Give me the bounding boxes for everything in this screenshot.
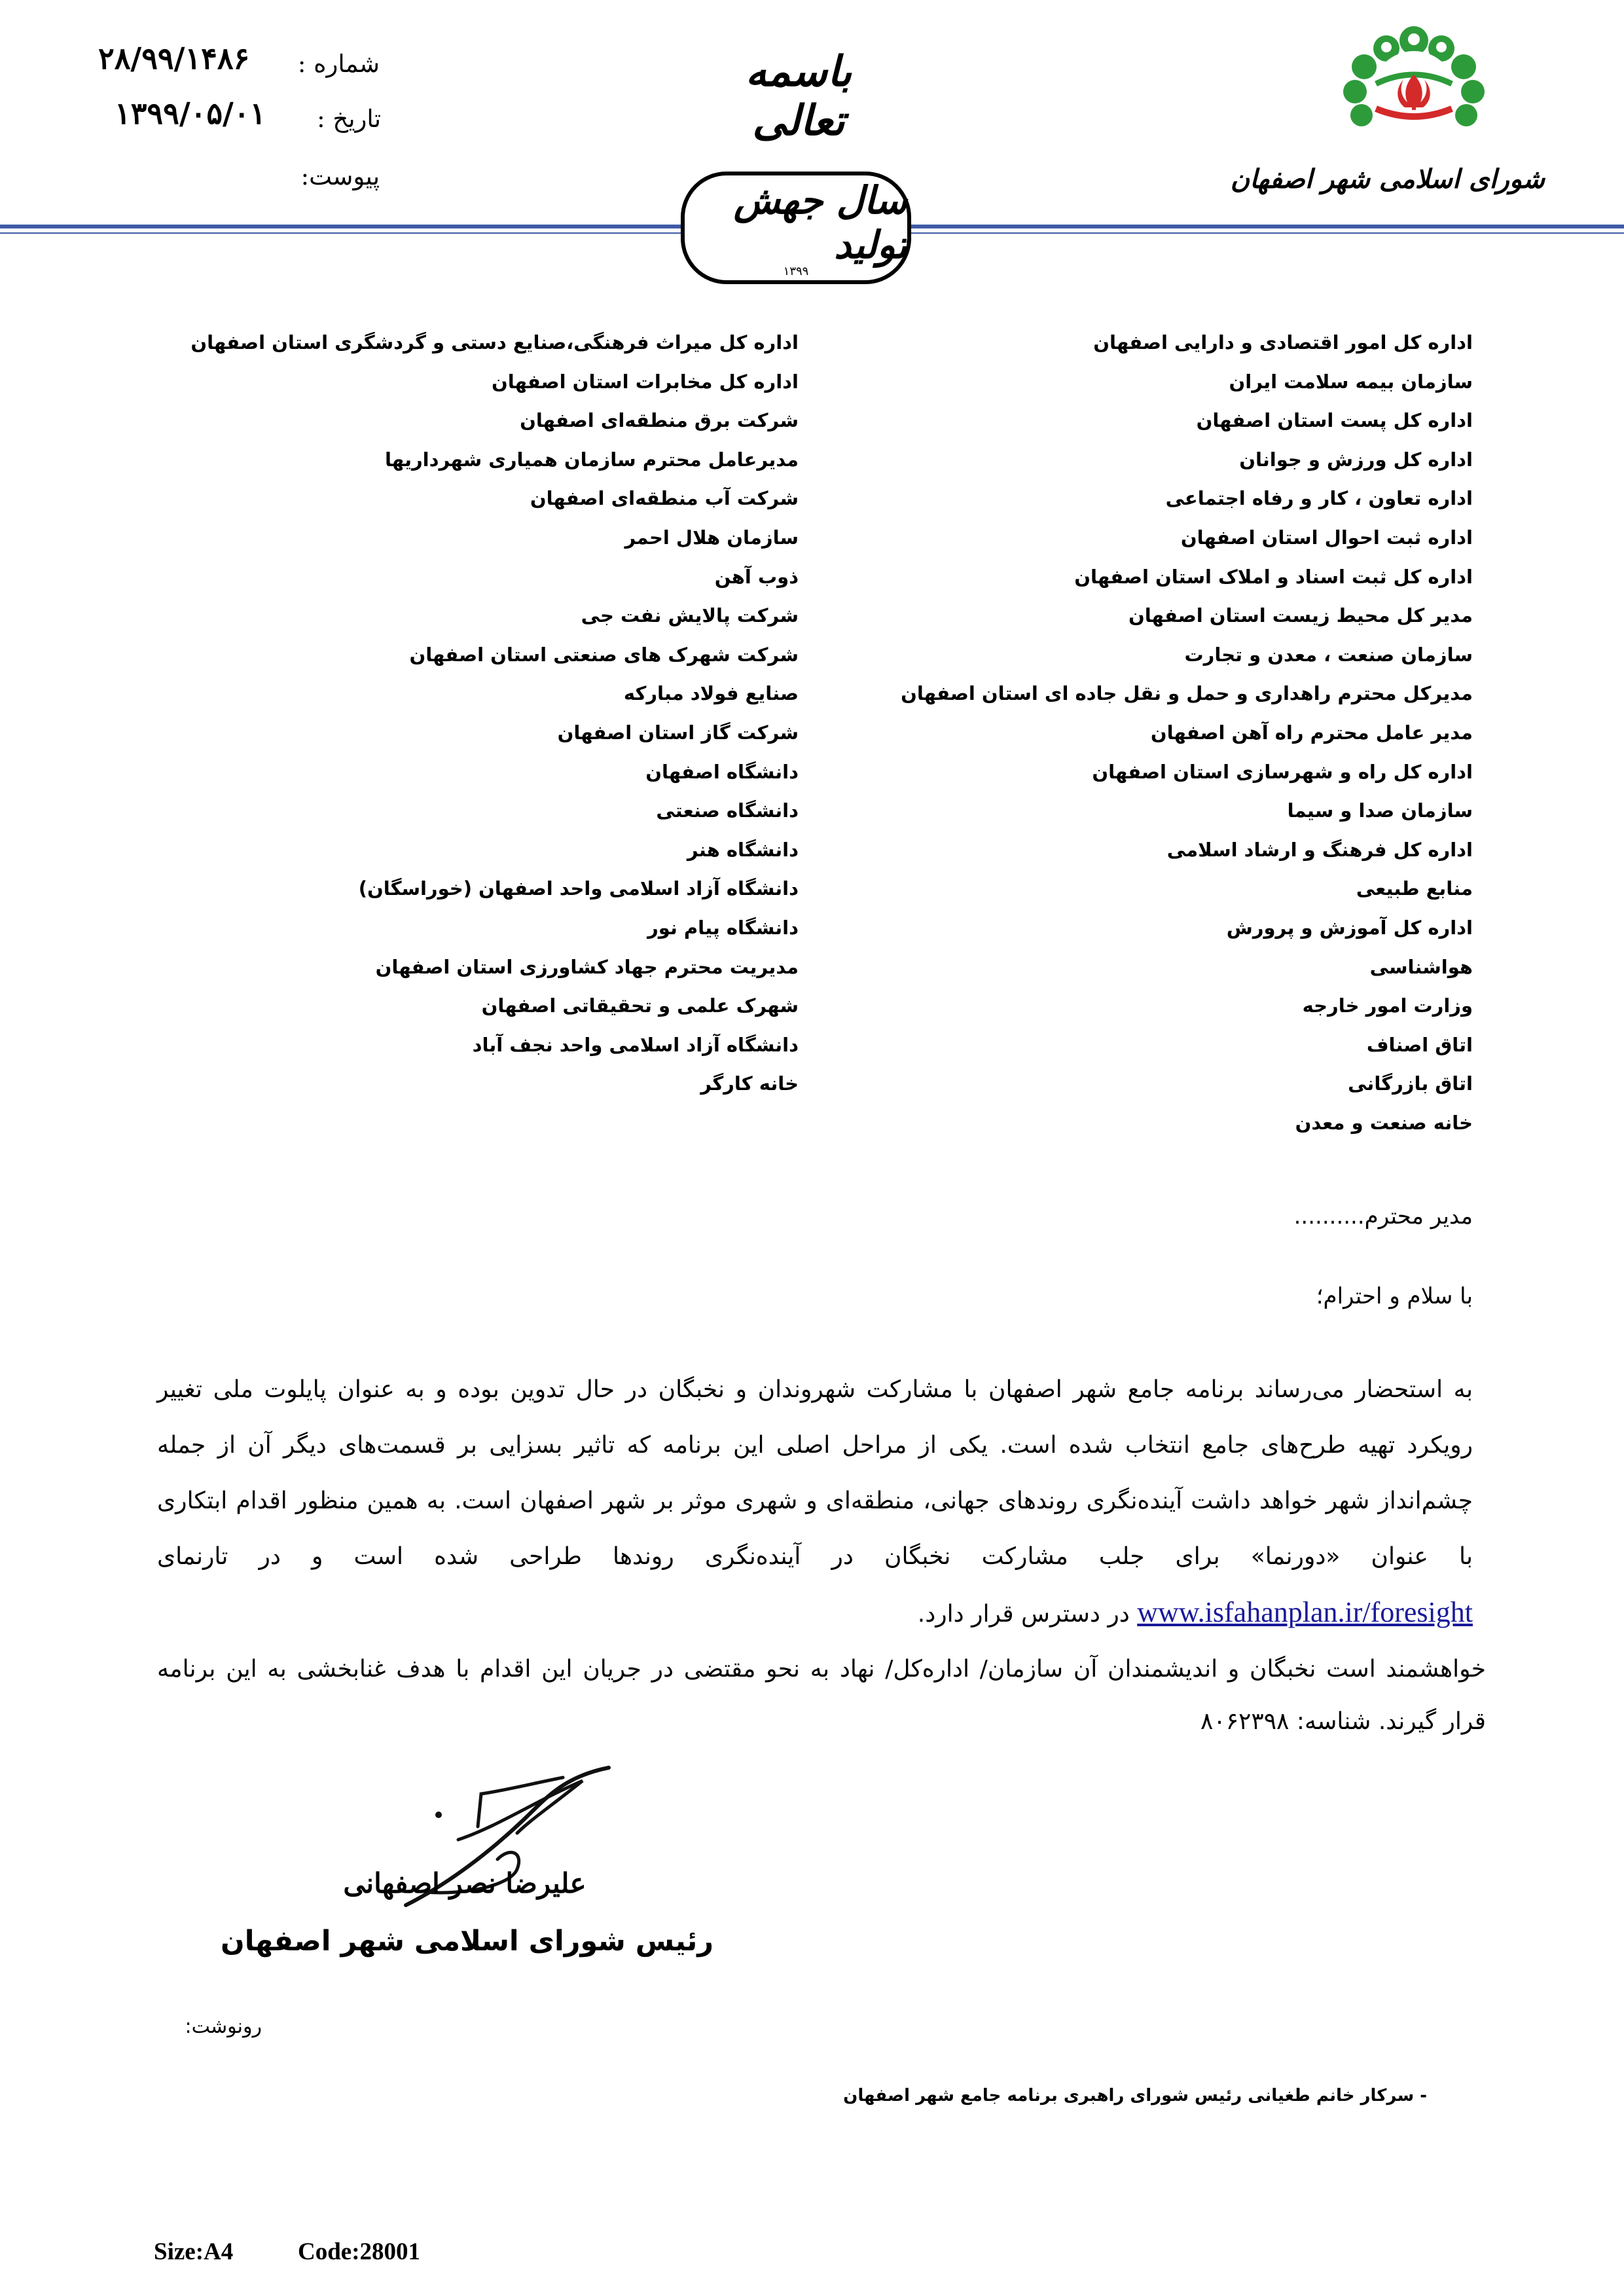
- greeting: با سلام و احترام؛: [1316, 1283, 1473, 1309]
- url-suffix: در دسترس قرار دارد.: [917, 1601, 1130, 1628]
- recipient-item: اداره کل فرهنگ و ارشاد اسلامی: [1166, 838, 1473, 861]
- recipient-item: اداره کل میراث فرهنگی،صنایع دستی و گردشگری استان اصفهان: [190, 331, 799, 354]
- recipient-item: منابع طبیعی: [1356, 877, 1473, 900]
- year-number: ۱۳۹۹: [783, 264, 809, 278]
- url-line: [157, 1584, 1473, 1640]
- recipients-left-column: [190, 323, 799, 1104]
- council-logo: [1322, 20, 1506, 157]
- letter-number: ۲۸/۹۹/۱۴۸۶: [98, 41, 250, 76]
- attachment-label: پیوست:: [300, 162, 380, 191]
- recipient-item: وزارت امور خارجه: [1302, 994, 1473, 1017]
- recipient-item: صنایع فولاد مبارکه: [623, 682, 799, 705]
- recipient-item: خانه صنعت و معدن: [1295, 1111, 1473, 1134]
- body-line: چشم‌انداز شهر خواهد داشت آینده‌نگری روندهای جهانی، منطقه‌ای و شهری موثر بر شهر اصفهان است. به همین منظور اقدام ابتکاری: [157, 1487, 1473, 1514]
- paper-size: Size:A4: [154, 2238, 234, 2265]
- recipient-item: سازمان صدا و سیما: [1287, 799, 1473, 822]
- recipient-item: اتاق بازرگانی: [1348, 1072, 1473, 1095]
- letter-date: ۱۳۹۹/۰۵/۰۱: [115, 96, 266, 131]
- signature: [367, 1755, 628, 1925]
- recipient-item: خانه کارگر: [700, 1072, 799, 1095]
- recipient-item: اداره کل راه و شهرسازی استان اصفهان: [1092, 760, 1473, 783]
- recipient-item: اداره کل ثبت اسناد و املاک استان اصفهان: [1074, 565, 1473, 588]
- recipient-item: اداره کل آموزش و پرورش: [1226, 916, 1473, 939]
- recipient-item: مدیر کل محیط زیست استان اصفهان: [1128, 604, 1473, 627]
- foresight-link[interactable]: www.isfahanplan.ir/foresight: [1137, 1596, 1473, 1628]
- request-paragraph: [157, 1643, 1486, 1748]
- recipient-item: دانشگاه آزاد اسلامی واحد نجف آباد: [472, 1033, 799, 1056]
- recipient-item: اداره کل مخابرات استان اصفهان: [491, 370, 799, 393]
- request-line: خواهشمند است نخبگان و اندیشمندان آن سازمان/ اداره‌کل/ نهاد به نحو مقتضی در جریان این اقدام با هدف غنابخشی به این برنامه: [157, 1656, 1486, 1683]
- body-line: با عنوان «دورنما» برای جلب مشارکت نخبگان در آینده‌نگری روندها طراحی شده است و در تارنمای: [157, 1543, 1473, 1570]
- recipient-item: اداره کل پست استان اصفهان: [1196, 409, 1473, 432]
- year-slogan-badge: [681, 172, 911, 284]
- recipient-item: اداره تعاون ، کار و رفاه اجتماعی: [1165, 487, 1473, 510]
- recipient-item: دانشگاه اصفهان: [645, 760, 799, 783]
- recipient-item: شرکت آب منطقه‌ای اصفهان: [530, 487, 799, 510]
- request-line: قرار گیرند. شناسه: ۸۰۶۲۳۹۸: [1200, 1708, 1486, 1735]
- recipient-item: سازمان صنعت ، معدن و تجارت: [1184, 643, 1473, 666]
- council-emblem-icon: [1322, 20, 1506, 157]
- date-label: تاریخ :: [317, 105, 381, 133]
- body-line: به استحضار می‌رساند برنامه جامع شهر اصفهان با مشارکت شهروندان و نخبگان در حال تدوین بوده و به عنوان پایلوت ملی تغییر: [157, 1376, 1473, 1403]
- recipients-right-column: [903, 323, 1473, 1142]
- recipient-item: مدیریت محترم جهاد کشاورزی استان اصفهان: [375, 955, 799, 978]
- recipient-item: اداره کل امور اقتصادی و دارایی اصفهان: [1093, 331, 1473, 354]
- recipient-item: شرکت پالایش نفت جی: [581, 604, 799, 627]
- recipient-item: شرکت برق منطقه‌ای اصفهان: [520, 409, 799, 432]
- recipient-item: اداره ثبت احوال استان اصفهان: [1180, 526, 1473, 549]
- motto-calligraphy: باسمه تعالی: [745, 47, 852, 145]
- letter-body: [157, 1362, 1473, 1640]
- recipient-item: سازمان بیمه سلامت ایران: [1229, 370, 1473, 393]
- signer-name: علیرضا نصر اصفهانی: [343, 1867, 586, 1899]
- cc-recipient: - سرکار خانم طغیانی رئیس شورای راهبری برنامه جامع شهر اصفهان: [843, 2086, 1427, 2105]
- recipient-item: هواشناسی: [1369, 955, 1473, 978]
- cc-label: رونوشت:: [185, 2015, 262, 2038]
- recipient-item: دانشگاه آزاد اسلامی واحد اصفهان (خوراسگان): [358, 877, 799, 900]
- signer-title: رئیس شورای اسلامی شهر اصفهان: [221, 1925, 713, 1958]
- recipient-item: اتاق اصناف: [1366, 1033, 1473, 1056]
- form-code: Code:28001: [298, 2238, 421, 2265]
- salutation: مدیر محترم..........: [1293, 1203, 1473, 1230]
- recipient-item: دانشگاه صنعتی: [656, 799, 799, 822]
- recipient-item: شرکت گاز استان اصفهان: [557, 721, 799, 744]
- org-name: شورای اسلامی شهر اصفهان: [1230, 164, 1545, 194]
- recipient-item: دانشگاه هنر: [687, 838, 799, 861]
- recipient-item: دانشگاه پیام نور: [647, 916, 799, 939]
- recipient-item: شرکت شهرک های صنعتی استان اصفهان: [409, 643, 799, 666]
- recipient-item: شهرک علمی و تحقیقاتی اصفهان: [481, 994, 799, 1017]
- year-slogan: سال جهش تولید: [733, 177, 907, 267]
- recipient-item: ذوب آهن: [714, 565, 799, 588]
- handwritten-signature-icon: [367, 1755, 628, 1925]
- recipient-item: مدیرکل محترم راهداری و حمل و نقل جاده ای استان اصفهان: [901, 682, 1473, 705]
- recipient-item: سازمان هلال احمر: [624, 526, 799, 549]
- number-label: شماره :: [297, 50, 380, 78]
- recipient-item: مدیر عامل محترم راه آهن اصفهان: [1150, 721, 1473, 744]
- recipient-item: مدیرعامل محترم سازمان همیاری شهرداریها: [385, 448, 799, 471]
- recipient-item: اداره کل ورزش و جوانان: [1239, 448, 1473, 471]
- body-line: رویکرد تهیه طرح‌های جامع انتخاب شده است. یکی از مراحل اصلی این برنامه که تاثیر بسزایی بر قسمت‌های دیگر آن از جمله: [157, 1432, 1473, 1459]
